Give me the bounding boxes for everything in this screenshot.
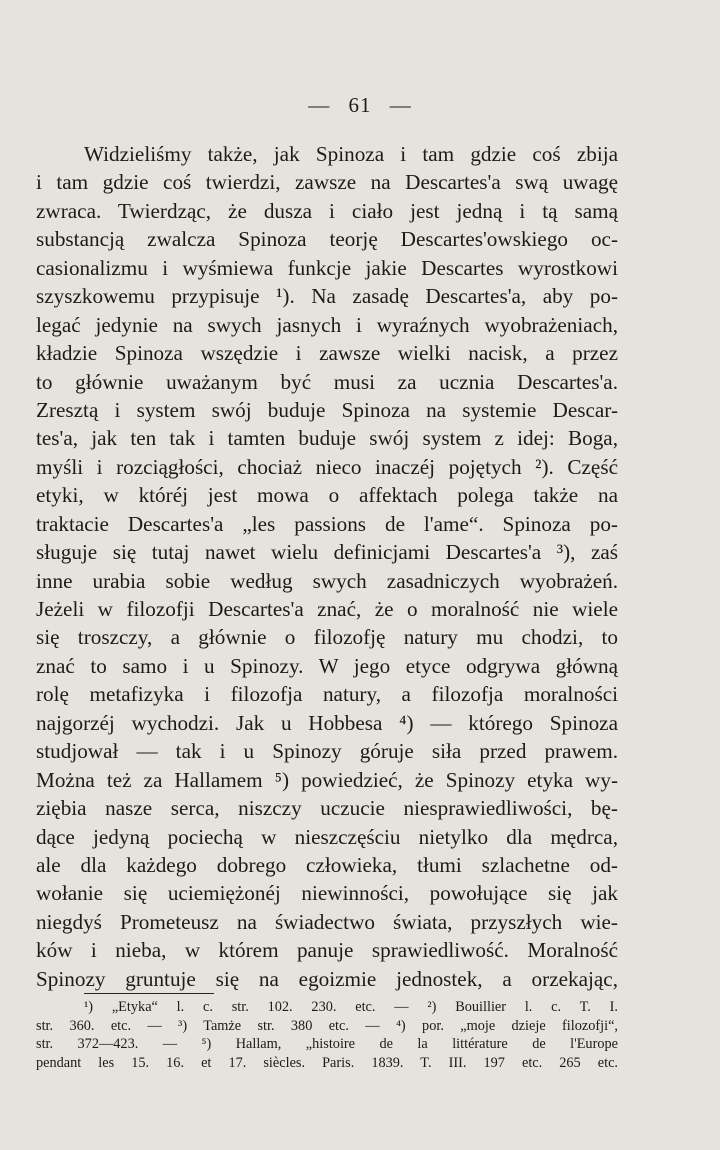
text-line: Spinozy gruntuje się na egoizmie jednostek, a orzekając, bbox=[36, 966, 618, 991]
footnote-separator bbox=[84, 993, 214, 994]
footnote-line: str. 360. etc. — ³) Tamże str. 380 etc. — ⁴) por. „moje dzieje filozofji“, bbox=[36, 1017, 618, 1034]
text-line: inne urabia sobie według swych zasadniczych wyobrażeń. bbox=[36, 568, 618, 593]
text-line: Można też za Hallamem ⁵) powiedzieć, że Spinozy etyka wy- bbox=[36, 767, 618, 792]
footnotes bbox=[36, 998, 618, 1072]
text-line: myśli i rozciągłości, chociaż nieco inaczéj pojętych ²). Część bbox=[36, 454, 618, 479]
text-line: etyki, w któréj jest mowa o affektach polega także na bbox=[36, 483, 618, 508]
text-line: substancją zwalcza Spinoza teorję Descartes'owskiego oc- bbox=[36, 227, 618, 252]
text-line: najgorzéj wychodzi. Jak u Hobbesa ⁴) — którego Spinoza bbox=[36, 710, 618, 735]
text-line: ków i nieba, w którem panuje sprawiedliwość. Moralność bbox=[36, 938, 618, 963]
text-line: dące jedyną pociechą w nieszczęściu nietylko dla mędrca, bbox=[36, 824, 618, 849]
text-line: i tam gdzie coś twierdzi, zawsze na Descartes'a swą uwagę bbox=[36, 170, 618, 195]
text-line: ale dla każdego dobrego człowieka, tłumi szlachetne od- bbox=[36, 852, 618, 877]
text-line: Widzieliśmy także, jak Spinoza i tam gdzie coś zbija bbox=[84, 142, 618, 166]
text-line: zwraca. Twierdząc, że dusza i ciało jest jedną i tą samą bbox=[36, 198, 618, 223]
text-line: to głównie uważanym być musi za ucznia Descartes'a. bbox=[36, 369, 618, 394]
text-line: casionalizmu i wyśmiewa funkcje jakie Descartes wyrostkowi bbox=[36, 255, 618, 280]
page-header bbox=[0, 93, 720, 118]
text-line: się troszczy, a głównie o filozofję natury mu chodzi, to bbox=[36, 625, 618, 650]
page-number: 61 bbox=[348, 93, 372, 117]
text-line: Jeżeli w filozofji Descartes'a znać, że o moralność nie wiele bbox=[36, 597, 618, 621]
text-line: studjował — tak i u Spinozy góruje siła przed prawem. bbox=[36, 739, 618, 764]
text-line: sługuje się tutaj nawet wielu definicjami Descartes'a ³), zaś bbox=[36, 540, 618, 565]
text-line: wołanie się uciemiężonéj niewinności, powołujące się jak bbox=[36, 881, 618, 906]
main-text bbox=[36, 140, 618, 993]
text-line: szyszkowemu przypisuje ¹). Na zasadę Descartes'a, aby po- bbox=[36, 284, 618, 309]
footnote-line: str. 372—423. — ⁵) Hallam, „histoire de la littérature de l'Europe bbox=[36, 1036, 618, 1052]
text-line: Zresztą i system swój buduje Spinoza na systemie Descar- bbox=[36, 397, 618, 422]
header-dash-right: — bbox=[389, 93, 412, 117]
footnote-line: ¹) „Etyka“ l. c. str. 102. 230. etc. — ²) Bouillier l. c. T. I. bbox=[84, 999, 618, 1015]
text-line: kładzie Spinoza wszędzie i zawsze wielki nacisk, a przez bbox=[36, 341, 618, 366]
header-dash-left: — bbox=[308, 93, 331, 117]
text-line: tes'a, jak ten tak i tamten buduje swój system z idej: Boga, bbox=[36, 426, 618, 451]
text-line: legać jedynie na swych jasnych i wyraźnych wyobrażeniach, bbox=[36, 312, 618, 337]
footnote-line: pendant les 15. 16. et 17. siècles. Paris. 1839. T. III. 197 etc. 265 etc. bbox=[36, 1054, 618, 1071]
text-line: ziębia nasze serca, niszczy uczucie niesprawiedliwości, bę- bbox=[36, 796, 618, 821]
text-line: niegdyś Prometeusz na świadectwo świata, przyszłych wie- bbox=[36, 909, 618, 934]
text-line: traktacie Descartes'a „les passions de l'ame“. Spinoza po- bbox=[36, 511, 618, 536]
text-line: znać to samo i u Spinozy. W jego etyce odgrywa główną bbox=[36, 653, 618, 678]
text-line: rolę metafizyka i filozofja natury, a filozofja moralności bbox=[36, 682, 618, 707]
